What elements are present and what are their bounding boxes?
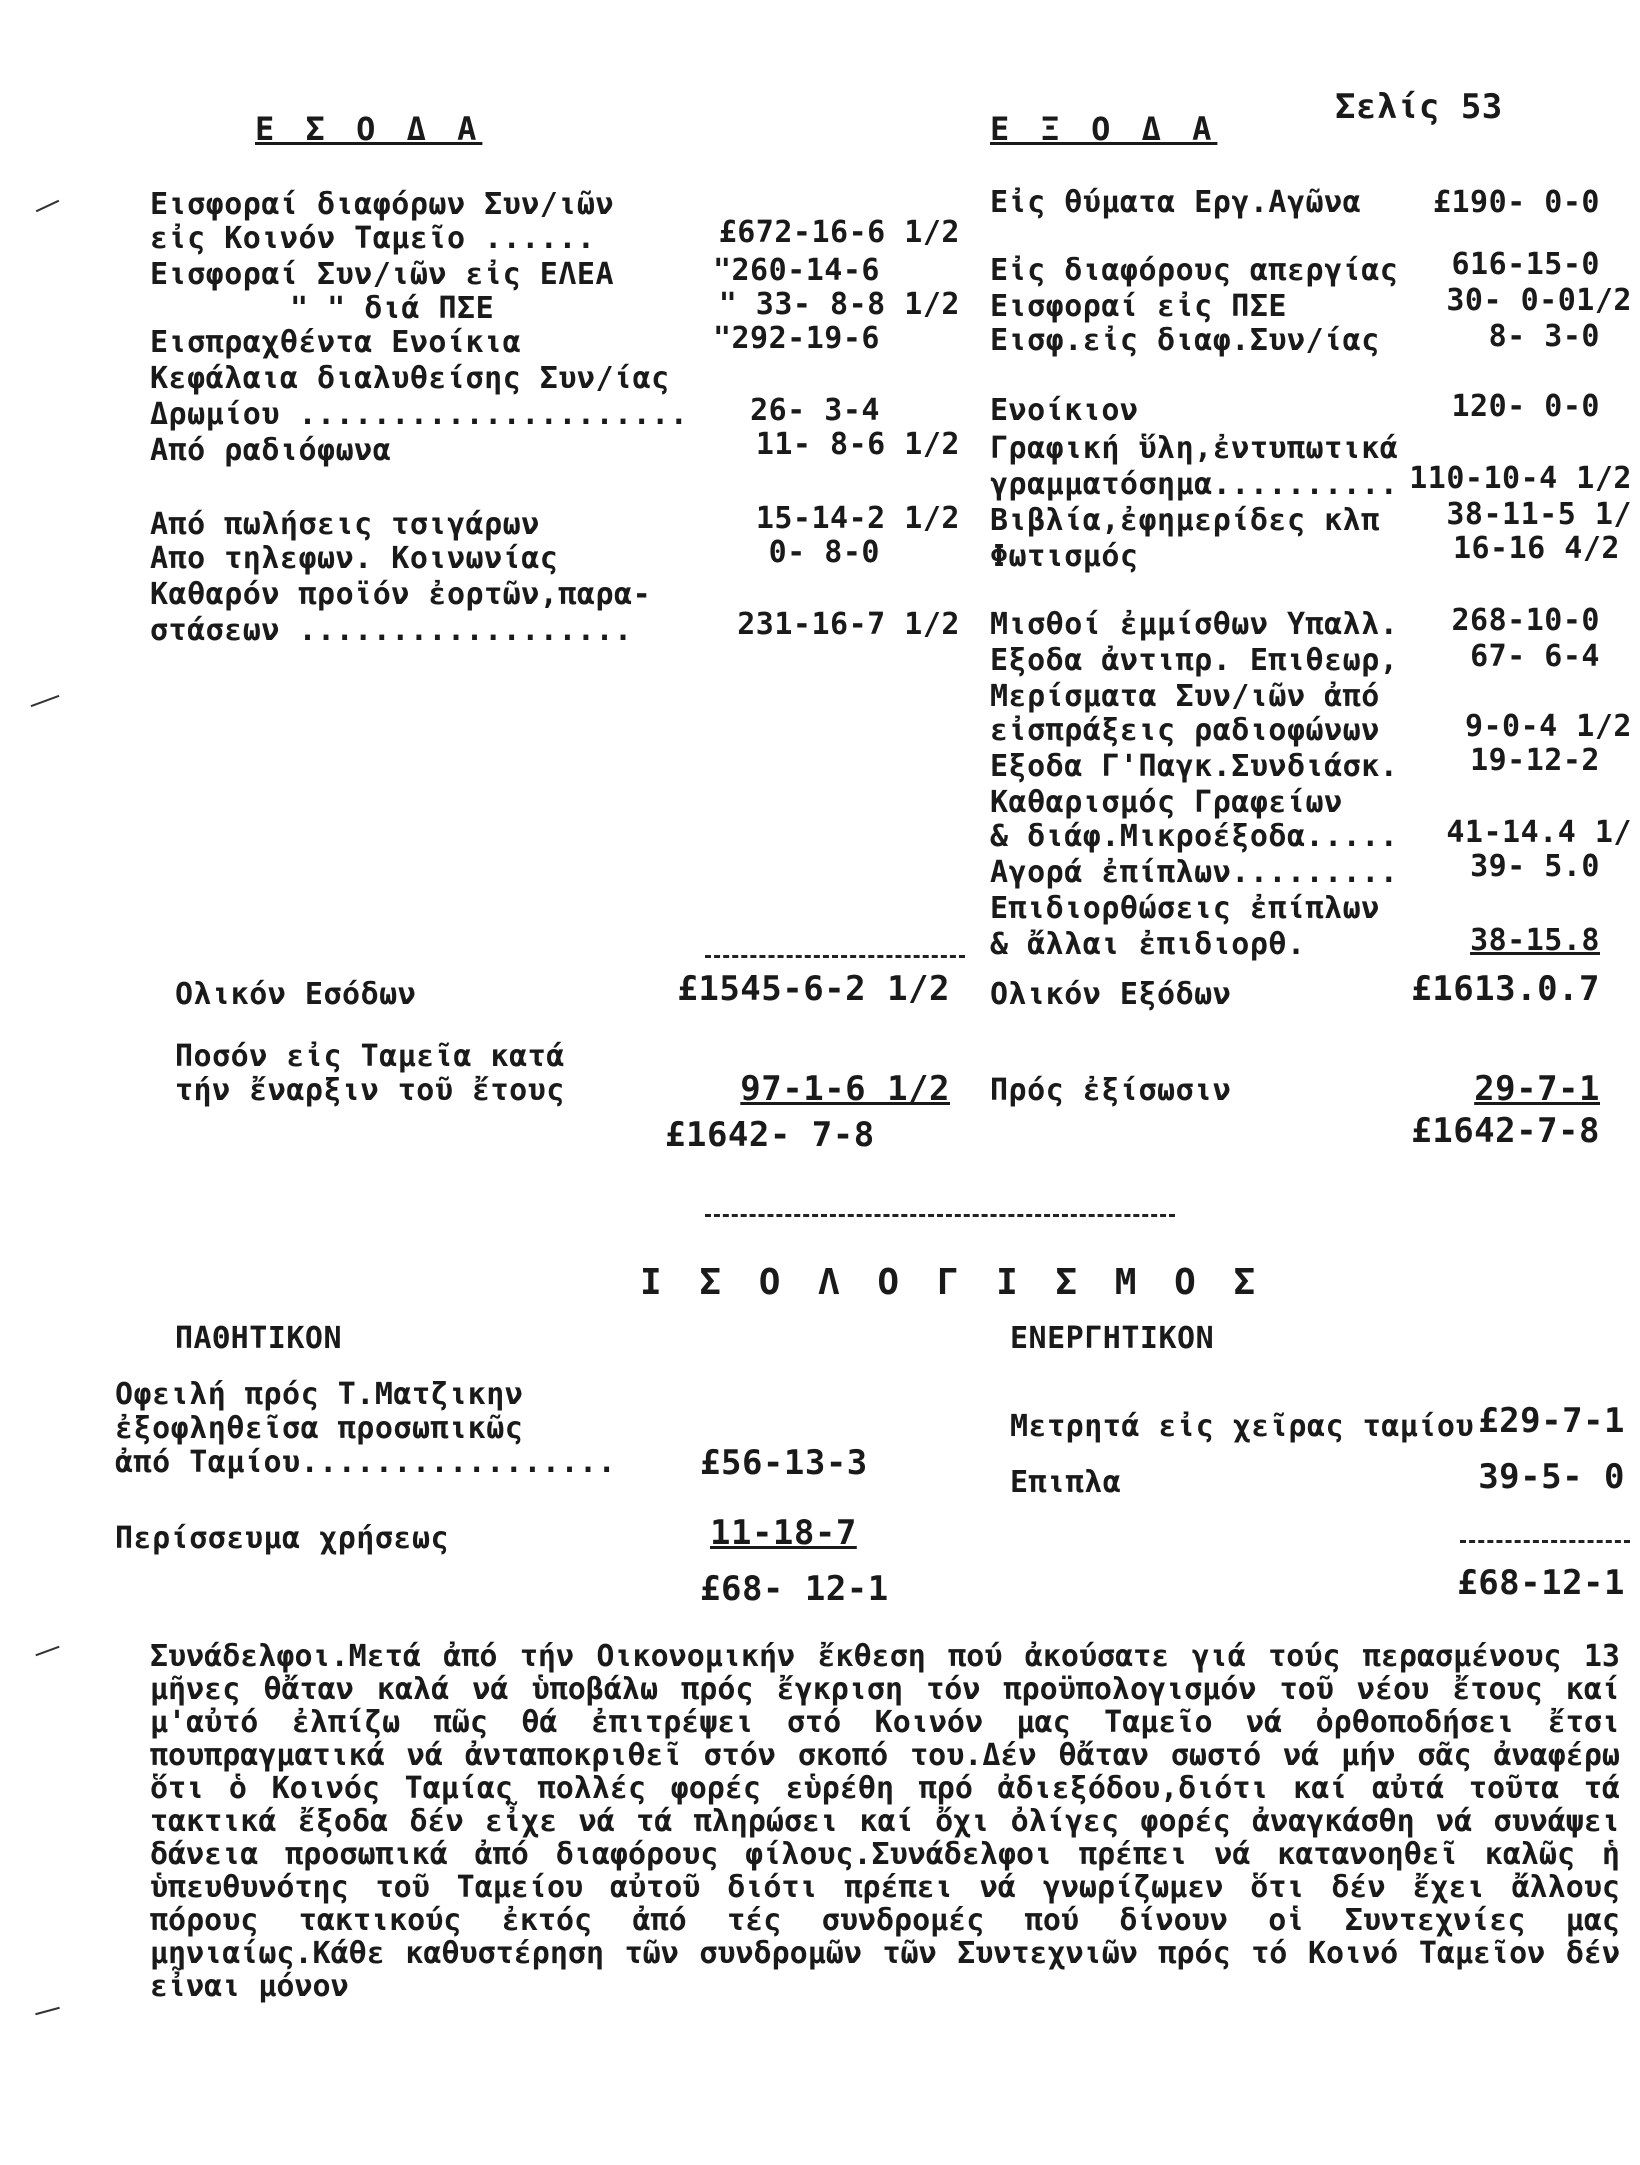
esoda-row-label: εἰς Κοινόν Ταμεῖο ......: [150, 221, 596, 256]
exoda-row-amount: 16-16 4/2: [1452, 531, 1620, 566]
exoda-row-amount: 120- 0-0: [1451, 389, 1600, 424]
divider: [705, 955, 965, 958]
esoda-row-amount: 15-14-2 1/2: [755, 501, 960, 536]
esoda-row-amount: "292-19-6: [712, 321, 880, 356]
exoda-row-label: Εισφοραί εἰς ΠΣΕ: [990, 289, 1287, 324]
exoda-row-label: Εξοδα ἀντιπρ. Επιθεωρ,: [990, 643, 1399, 678]
esoda-total-label: Ολικόν Εσόδων: [175, 977, 417, 1012]
exoda-grand-total: £1642-7-8: [1411, 1111, 1600, 1151]
exoda-row-label: Γραφική ὕλη,ἐντυπωτικά: [990, 431, 1399, 466]
exoda-row-label: & διάφ.Μικροέξοδα.....: [990, 819, 1399, 854]
esoda-row-amount: "260-14-6: [712, 253, 880, 288]
esoda-balance-label: Ποσόν εἰς Ταμεῖα κατά: [175, 1039, 565, 1074]
esoda-row-amount: " 33- 8-8 1/2: [718, 287, 960, 322]
esoda-row-amount: 11- 8-6 1/2: [755, 427, 960, 462]
esoda-row-label: στάσεων ..................: [150, 613, 633, 648]
pathitikon-line: ἀπό Ταμίου.................: [115, 1445, 617, 1480]
pathitikon-value: £56-13-3: [700, 1443, 868, 1483]
exoda-row-label: εἰσπράξεις ραδιοφώνων: [990, 713, 1380, 748]
esoda-row-label: Εισφοραί διαφόρων Συν/ιῶν: [150, 187, 615, 222]
esoda-row-label: " " διά ΠΣΕ: [290, 291, 495, 326]
exoda-row-label: Επιδιορθώσεις ἐπίπλων: [990, 891, 1380, 926]
energitikon-total: £68-12-1: [1457, 1563, 1625, 1603]
esoda-row-label: Απο τηλεφων. Κοινωνίας: [150, 541, 559, 576]
section-divider: [705, 1214, 1175, 1217]
exoda-row-amount: 268-10-0: [1451, 603, 1600, 638]
divider: [1460, 1540, 1630, 1543]
exoda-row-label: Εισφ.εἰς διαφ.Συν/ίας: [990, 323, 1380, 358]
pathitikon-total: £68- 12-1: [700, 1569, 889, 1609]
esoda-row-label: Δρωμίου .....................: [150, 397, 689, 432]
exoda-row-label: Μερίσματα Συν/ιῶν ἀπό: [990, 679, 1380, 714]
exoda-row-label: Μισθοί ἐμμίσθων Υπαλλ.: [990, 607, 1399, 642]
margin-mark: [35, 1646, 59, 1656]
esoda-row-label: Από ραδιόφωνα: [150, 433, 392, 468]
margin-mark: [35, 2007, 60, 2015]
esoda-balance-label: τήν ἔναρξιν τοῦ ἔτους: [175, 1073, 565, 1108]
exoda-balance-value: 29-7-1: [1474, 1069, 1600, 1109]
exoda-row-amount: 19-12-2: [1470, 743, 1600, 778]
surplus-value: 11-18-7: [710, 1513, 857, 1553]
esoda-row-label: Κεφάλαια διαλυθείσης Συν/ίας: [150, 361, 670, 396]
exoda-row-amount: £190- 0-0: [1432, 185, 1600, 220]
exoda-balance-label: Πρός ἐξίσωσιν: [990, 1073, 1232, 1108]
exoda-total-value: £1613.0.7: [1411, 969, 1600, 1009]
esoda-row-amount: 26- 3-4: [750, 393, 880, 428]
esoda-row-label: Από πωλήσεις τσιγάρων: [150, 507, 540, 542]
surplus-label: Περίσσευμα χρήσεως: [115, 1521, 450, 1556]
exoda-row-amount: 67- 6-4: [1470, 639, 1600, 674]
page-number: Σελίς 53: [1335, 87, 1503, 127]
esoda-row-amount: 231-16-7 1/2: [737, 607, 960, 642]
energitikon-cash-label: Μετρητά εἰς χεῖρας ταμίου: [1010, 1409, 1475, 1444]
exoda-row-amount: 30- 0-01/2: [1446, 283, 1632, 318]
pathitikon-line: Οφειλή πρός Τ.Ματζικην: [115, 1377, 524, 1412]
exoda-row-label: Εἰς διαφόρους απεργίας: [990, 253, 1399, 288]
exoda-row-label: & ἄλλαι ἐπιδιορθ.: [990, 927, 1306, 962]
exoda-total-label: Ολικόν Εξόδων: [990, 977, 1232, 1012]
exoda-row-label: Εἰς θύματα Εργ.Αγῶνα: [990, 185, 1362, 220]
margin-mark: [36, 200, 60, 212]
esoda-row-label: Καθαρόν προϊόν ἐορτῶν,παρα-: [150, 577, 652, 612]
exoda-row-amount: 41-14.4 1/: [1446, 815, 1632, 850]
esoda-row-label: Εισπραχθέντα Ενοίκια: [150, 325, 522, 360]
exoda-row-amount: 8- 3-0: [1488, 319, 1600, 354]
exoda-row-label: Αγορά ἐπίπλων.........: [990, 855, 1399, 890]
esoda-row-amount: 0- 8-0: [768, 535, 880, 570]
exoda-title: Ε Ξ Ο Δ Α: [990, 110, 1218, 148]
exoda-row-label: γραμματόσημα..........: [990, 467, 1399, 502]
exoda-row-amount: 39- 5.0: [1470, 849, 1600, 884]
esoda-balance-value: 97-1-6 1/2: [740, 1069, 950, 1109]
energitikon-furniture-label: Επιπλα: [1010, 1465, 1122, 1500]
esoda-total-value: £1545-6-2 1/2: [677, 969, 950, 1009]
exoda-row-label: Καθαρισμός Γραφείων: [990, 785, 1343, 820]
esoda-row-label: Εισφοραί Συν/ιῶν εἰς ΕΛΕΑ: [150, 257, 615, 292]
exoda-row-label: Εξοδα Γ'Παγκ.Συνδιάσκ.: [990, 749, 1399, 784]
isologismos-title: Ι Σ Ο Λ Ο Γ Ι Σ Μ Ο Σ: [640, 1262, 1264, 1303]
esoda-row-amount: £672-16-6 1/2: [718, 215, 960, 250]
margin-mark: [31, 695, 60, 707]
exoda-row-label: Ενοίκιον: [990, 393, 1139, 428]
exoda-row-amount: 9-0-4 1/2: [1464, 709, 1632, 744]
exoda-row-label: Φωτισμός: [990, 539, 1139, 574]
exoda-row-amount: 110-10-4 1/2: [1409, 461, 1632, 496]
exoda-row-amount: 38-11-5 1/: [1446, 497, 1632, 532]
exoda-row-amount: 38-15.8: [1470, 923, 1600, 958]
energitikon-title: ΕΝΕΡΓΗΤΙΚΟΝ: [1010, 1321, 1215, 1356]
pathitikon-line: ἐξοφληθεῖσα προσωπικῶς: [115, 1411, 524, 1446]
esoda-grand-total: £1642- 7-8: [665, 1115, 875, 1155]
esoda-title: Ε Σ Ο Δ Α: [255, 110, 483, 148]
energitikon-furniture-value: 39-5- 0: [1478, 1457, 1625, 1497]
exoda-row-label: Βιβλία,ἐφημερίδες κλπ: [990, 503, 1380, 538]
body-paragraph: Συνάδελφοι.Μετά ἀπό τήν Οικονομικήν ἔκθεση πού ἀκούσατε γιά τούς περασμένους 13 μῆνες θἄταν καλά νά ὑποβάλω πρός ἔγκριση τόν προϋπολογισμόν τοῦ νέου ἔτους καί μ'αὐτό ἐλπίζω πῶς θά ἐπιτρέψει στό Κοινόν μας Ταμεῖο νά ὀρθοποδήσει ἔτσι πουπραγματικά νά ἀνταποκριθεῖ στόν σκοπό του.Δέν θἄταν σωστό νά μήν σᾶς ἀναφέρω ὅτι ὁ Κοινός Ταμίας πολλές φορές εὑρέθη πρό ἀδιεξόδου,διότι καί αὐτά τοῦτα τά τακτικά ἔξοδα δέν εἶχε νά τά πληρώσει καί ὄχι ὀλίγες φορές ἀναγκάσθη νά συνάψει δάνεια προσωπικά ἀπό διαφόρους φίλους.Συνάδελφοι πρέπει νά κατανοηθεῖ καλῶς ἡ ὑπευθυνότης τοῦ Ταμείου αὐτοῦ διότι πρέπει νά γνωρίζωμεν ὅτι δέν ἔχει ἄλλους πόρους τακτικούς ἐκτός ἀπό τές συνδρομές πού δίνουν οἱ Συντεχνίες μας μηνιαίως.Κάθε καθυστέρηση τῶν συνδρομῶν τῶν Συντεχνιῶν πρός τό Κοινό Ταμεῖον δέν εἶναι μόνον: [150, 1639, 1620, 2004]
exoda-row-amount: 616-15-0: [1451, 247, 1600, 282]
energitikon-cash-value: £29-7-1: [1478, 1401, 1625, 1441]
pathitikon-title: ΠΑΘΗΤΙΚΟΝ: [175, 1321, 343, 1356]
